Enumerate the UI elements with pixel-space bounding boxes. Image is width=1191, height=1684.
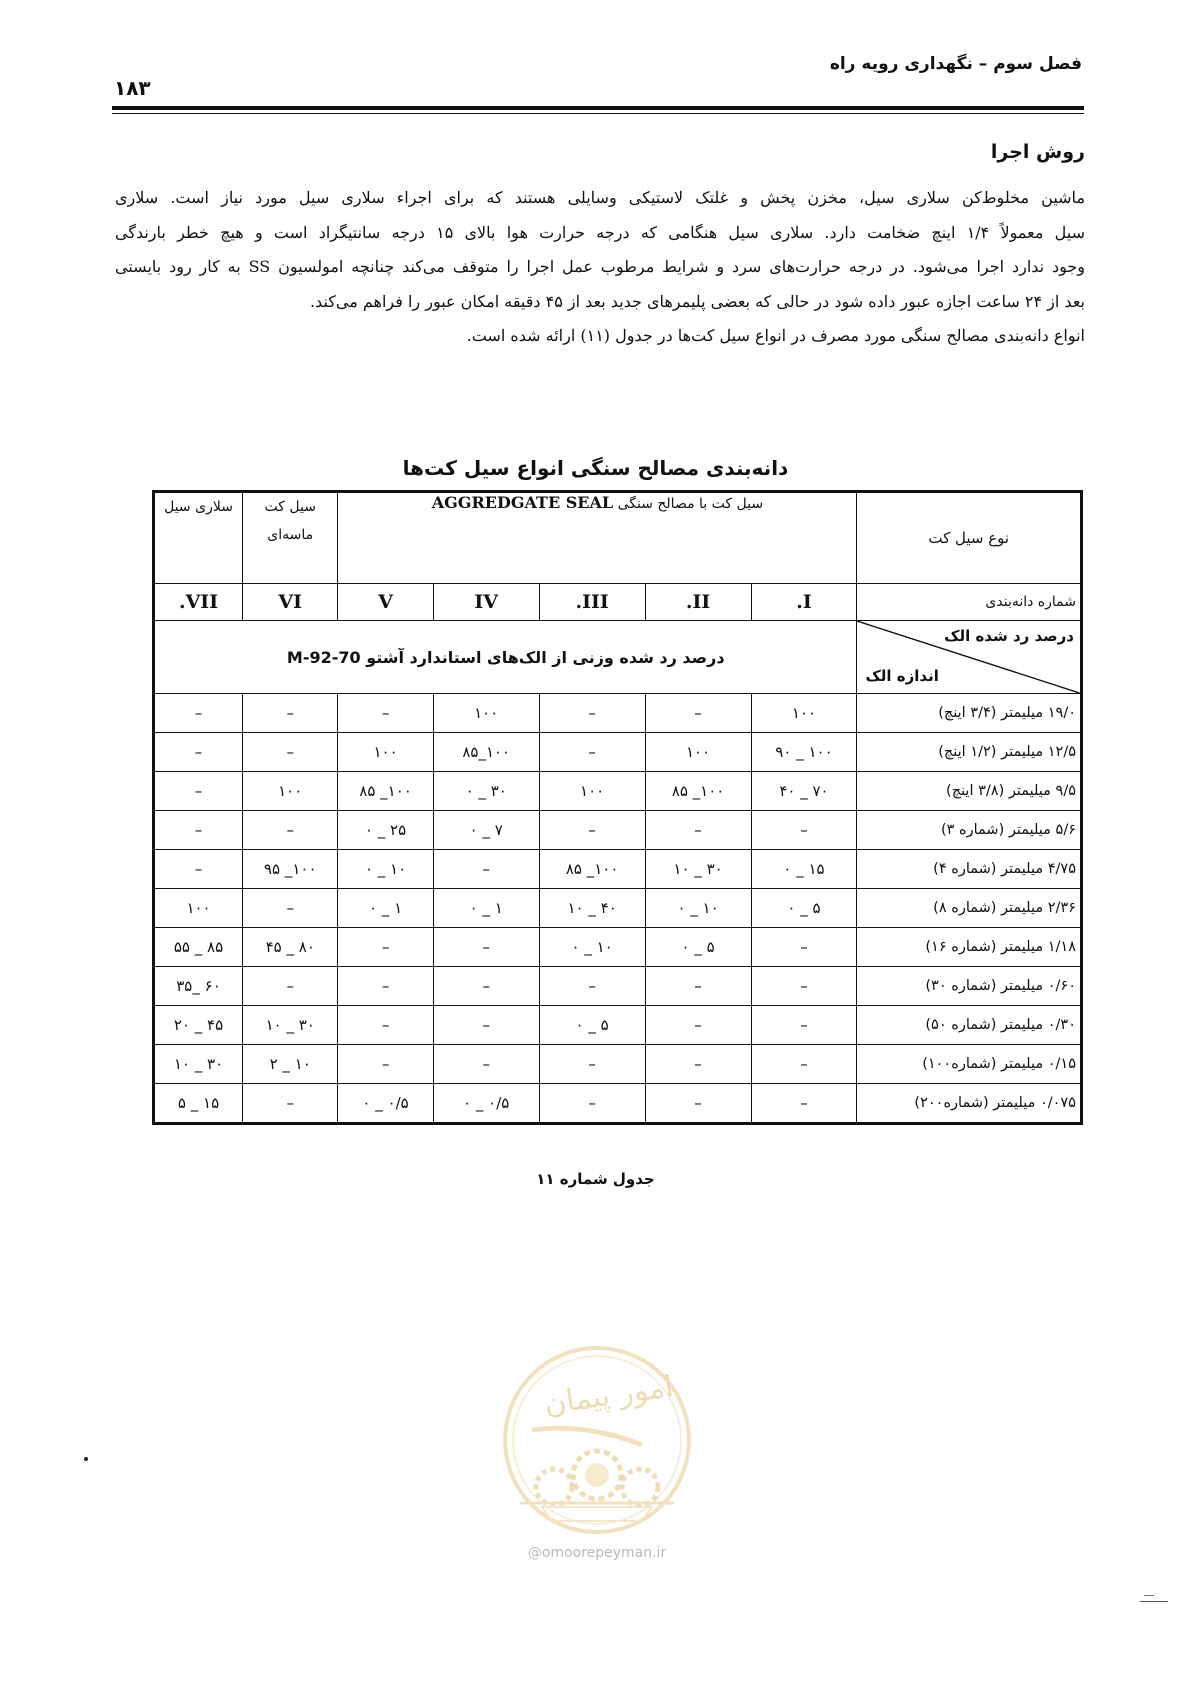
sieve-size-cell: ۵/۶ میلیمتر (شماره ۳) <box>857 811 1082 850</box>
passing-value-cell: ۰/۵ _ ۰ <box>338 1084 433 1124</box>
section-heading: روش اجرا <box>990 141 1085 163</box>
passing-value-cell: ۱۰ _ ۰ <box>645 889 751 928</box>
passing-value-cell: – <box>539 1084 645 1124</box>
scan-mark <box>1140 1601 1168 1602</box>
sieve-size-cell: ۹/۵ میلیمتر (۳/۸ اینچ) <box>857 772 1082 811</box>
passing-value-cell: ۴۰ _ ۱۰ <box>539 889 645 928</box>
passing-value-cell: – <box>539 811 645 850</box>
aggregate-seal-header <box>338 492 857 584</box>
passing-value-cell: – <box>154 811 243 850</box>
passing-value-cell: ۵ _ ۰ <box>645 928 751 967</box>
passing-value-cell: – <box>433 850 539 889</box>
passing-value-cell: ۱۰۰_ ۹۵ <box>243 850 338 889</box>
passing-value-cell: – <box>645 1045 751 1084</box>
passing-value-cell: – <box>645 1006 751 1045</box>
grade-label: I. <box>751 584 857 621</box>
header-rule <box>112 106 1084 110</box>
gradation-table <box>152 490 1083 1125</box>
passing-value-cell: – <box>645 1084 751 1124</box>
aggregate-seal-label-en: AGGREDGATE SEAL <box>431 493 614 512</box>
table-row <box>154 928 1082 967</box>
table-caption: جدول شماره ۱۱ <box>536 1170 655 1188</box>
sieve-size-cell: ۱/۱۸ میلیمتر (شماره ۱۶) <box>857 928 1082 967</box>
passing-value-cell: ۱۰۰_ ۸۵ <box>338 772 433 811</box>
grade-number-row <box>154 584 1082 621</box>
passing-value-cell: ۰/۵ _ ۰ <box>433 1084 539 1124</box>
passing-value-cell: – <box>243 811 338 850</box>
table-row <box>154 811 1082 850</box>
grade-label: V <box>338 584 433 621</box>
passing-value-cell: ۱ _ ۰ <box>433 889 539 928</box>
running-title: فصل سوم – نگهداری رویه راه <box>829 54 1082 74</box>
passing-value-cell: – <box>539 1045 645 1084</box>
page-header <box>112 46 1084 116</box>
diagonal-header-cell <box>857 621 1082 694</box>
passing-value-cell: ۱۰۰_ ۸۵ <box>539 850 645 889</box>
scan-mark <box>1144 1595 1154 1596</box>
grading-number-label: شماره دانه‌بندی <box>857 584 1082 621</box>
table-row <box>154 1045 1082 1084</box>
passing-value-cell: – <box>539 694 645 733</box>
passing-value-cell: ۳۰ _ ۱۰ <box>154 1045 243 1084</box>
passing-value-cell: ۱۰۰ <box>433 694 539 733</box>
passing-value-cell: ۴۵ _ ۲۰ <box>154 1006 243 1045</box>
passing-value-cell: – <box>539 733 645 772</box>
scan-mark <box>84 1457 88 1461</box>
sieve-size-cell: ۰/۳۰ میلیمتر (شماره ۵۰) <box>857 1006 1082 1045</box>
passing-value-cell: – <box>243 1084 338 1124</box>
passing-value-cell: – <box>751 811 857 850</box>
header-rule-thin <box>112 113 1084 114</box>
sieve-size-cell: ۴/۷۵ میلیمتر (شماره ۴) <box>857 850 1082 889</box>
passing-value-cell: ۷ _ ۰ <box>433 811 539 850</box>
grade-label: VI <box>243 584 338 621</box>
passing-percent-label: درصد رد شده الک <box>944 627 1074 645</box>
passing-value-cell: – <box>433 928 539 967</box>
table-row <box>154 1084 1082 1124</box>
table-title: دانه‌بندی مصالح سنگی انواع سیل کت‌ها <box>402 456 789 480</box>
watermark-url: @omoorepeyman.ir <box>527 1545 667 1561</box>
passing-value-cell: – <box>338 694 433 733</box>
passing-value-cell: ۱۰ _ ۲ <box>243 1045 338 1084</box>
passing-value-cell: – <box>243 889 338 928</box>
passing-value-cell: – <box>645 967 751 1006</box>
passing-value-cell: – <box>154 694 243 733</box>
passing-value-cell: – <box>338 1006 433 1045</box>
seal-type-label: نوع سیل کت <box>857 492 1082 584</box>
passing-value-cell: ۶۰ _۳۵ <box>154 967 243 1006</box>
grade-label: VII. <box>154 584 243 621</box>
sieve-size-cell: ۱۲/۵ میلیمتر (۱/۲ اینچ) <box>857 733 1082 772</box>
passing-value-cell: ۸۰ _ ۴۵ <box>243 928 338 967</box>
passing-value-cell: ۱۵ _ ۵ <box>154 1084 243 1124</box>
passing-value-cell: – <box>751 928 857 967</box>
passing-value-cell: – <box>338 928 433 967</box>
body-paragraph <box>115 181 1085 354</box>
grade-label: III. <box>539 584 645 621</box>
passing-value-cell: ۱ _ ۰ <box>338 889 433 928</box>
passing-value-cell: ۱۰۰ _ ۹۰ <box>751 733 857 772</box>
sieve-size-cell: ۰/۱۵ میلیمتر (شماره۱۰۰) <box>857 1045 1082 1084</box>
passing-value-cell: – <box>154 733 243 772</box>
sieve-size-cell: ۱۹/۰ میلیمتر (۳/۴ اینچ) <box>857 694 1082 733</box>
slurry-seal-header: سلاری سیل <box>154 492 243 584</box>
grade-label: II. <box>645 584 751 621</box>
body-line: سیل معمولاً ۱/۴ اینچ ضخامت دارد. سلاری سیل هنگامی که درجه حرارت هوا بالای ۱۵ درجه سانتیگراد است و هیچ خطر بارندگی <box>115 222 1085 242</box>
passing-value-cell: ۱۰۰ <box>751 694 857 733</box>
passing-value-cell: – <box>433 1006 539 1045</box>
table-row <box>154 733 1082 772</box>
table-row <box>154 967 1082 1006</box>
passing-value-cell: – <box>751 1006 857 1045</box>
passing-value-cell: ۱۰۰ <box>154 889 243 928</box>
passing-value-cell: ۱۰۰_۸۵ <box>433 733 539 772</box>
passing-value-cell: – <box>751 967 857 1006</box>
passing-value-cell: – <box>433 967 539 1006</box>
page-number: ۱۸۳ <box>114 76 151 100</box>
passing-value-cell: – <box>243 967 338 1006</box>
passing-value-cell: – <box>645 694 751 733</box>
passing-value-cell: ۳۰ _ ۱۰ <box>645 850 751 889</box>
passing-value-cell: ۱۰۰ <box>645 733 751 772</box>
passing-note-row <box>154 621 1082 694</box>
passing-value-cell: – <box>539 967 645 1006</box>
table-row <box>154 694 1082 733</box>
passing-value-cell: – <box>243 694 338 733</box>
table-row <box>154 1006 1082 1045</box>
passing-value-cell: – <box>751 1084 857 1124</box>
passing-value-cell: – <box>645 811 751 850</box>
body-line: انواع دانه‌بندی مصالح سنگی مورد مصرف در انواع سیل کت‌ها در جدول (۱۱) ارائه شده است. <box>466 326 1085 346</box>
passing-value-cell: – <box>154 772 243 811</box>
passing-value-cell: ۱۰۰ <box>338 733 433 772</box>
aggregate-seal-label-fa: سیل کت با مصالح سنگی <box>617 496 764 512</box>
passing-note: درصد رد شده وزنی از الک‌های استاندارد آشتو M-92-70 <box>154 621 857 694</box>
passing-value-cell: ۱۰۰_ ۸۵ <box>645 772 751 811</box>
passing-value-cell: ۳۰ _ ۱۰ <box>243 1006 338 1045</box>
passing-value-cell: – <box>154 850 243 889</box>
table-row <box>154 889 1082 928</box>
passing-value-cell: ۲۵ _ ۰ <box>338 811 433 850</box>
sand-seal-header: سیل کت ماسه‌ای <box>243 492 338 584</box>
grade-label: IV <box>433 584 539 621</box>
sieve-size-cell: ۰/۰۷۵ میلیمتر (شماره۲۰۰) <box>857 1084 1082 1124</box>
passing-value-cell: – <box>338 967 433 1006</box>
table-row <box>154 772 1082 811</box>
passing-value-cell: ۳۰ _ ۰ <box>433 772 539 811</box>
passing-value-cell: ۱۰۰ <box>243 772 338 811</box>
body-line: بعد از ۲۴ ساعت اجازه عبور داده شود در حالی که بعضی پلیمرهای جدید بعد از ۴۵ دقیقه امکان عبور را فراهم می‌کند. <box>309 291 1085 311</box>
passing-value-cell: ۱۰ _ ۰ <box>338 850 433 889</box>
body-line: وجود ندارد اجرا می‌شود. در درجه حرارت‌های سرد و شرایط مرطوب عمل اجرا را متوقف می‌کند چنانچه امولسیون SS به کار رود بایستی <box>115 257 1085 277</box>
table-header-row <box>154 492 1082 584</box>
passing-value-cell: ۸۵ _ ۵۵ <box>154 928 243 967</box>
passing-value-cell: ۵ _ ۰ <box>751 889 857 928</box>
sieve-size-label: اندازه الک <box>865 667 939 685</box>
passing-value-cell: ۵ _ ۰ <box>539 1006 645 1045</box>
body-line: ماشین مخلوط‌کن سلاری سیل، مخزن پخش و غلتک لاستیکی وسایلی هستند که برای اجراء سلاری سیل مورد نیاز است. سلاری <box>115 188 1085 207</box>
passing-value-cell: – <box>243 733 338 772</box>
passing-value-cell: ۱۰۰ <box>539 772 645 811</box>
sieve-size-cell: ۰/۶۰ میلیمتر (شماره ۳۰) <box>857 967 1082 1006</box>
passing-value-cell: – <box>751 1045 857 1084</box>
passing-value-cell: – <box>338 1045 433 1084</box>
passing-value-cell: – <box>433 1045 539 1084</box>
passing-value-cell: ۷۰ _ ۴۰ <box>751 772 857 811</box>
table-row <box>154 850 1082 889</box>
passing-value-cell: ۱۵ _ ۰ <box>751 850 857 889</box>
sieve-size-cell: ۲/۳۶ میلیمتر (شماره ۸) <box>857 889 1082 928</box>
passing-value-cell: ۱۰ _ ۰ <box>539 928 645 967</box>
watermark-logo-text: امور پیمان <box>541 1369 676 1422</box>
